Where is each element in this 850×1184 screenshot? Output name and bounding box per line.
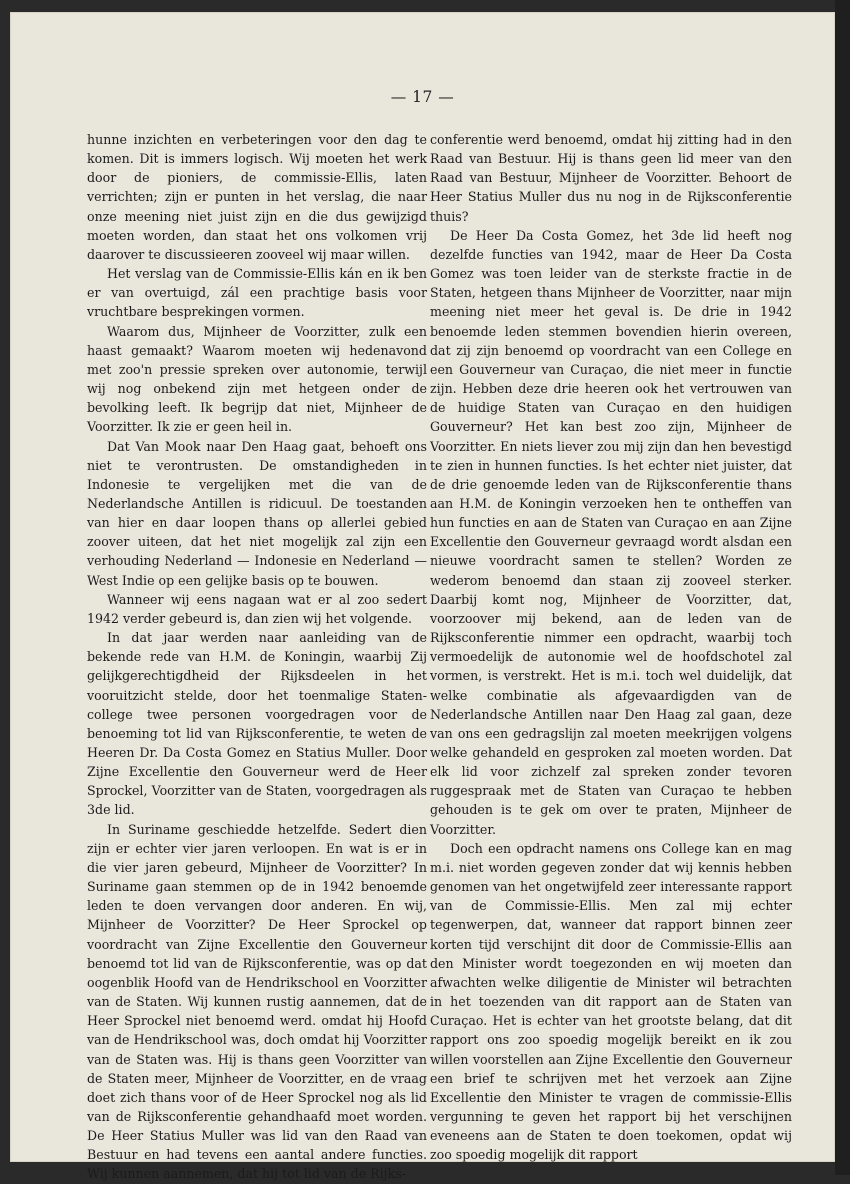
paragraph: In Suriname geschiedde hetzelfde. Sedert dien zijn er echter vier jaren verloopen. En wat is er in die vier jaren gebeurd, Mijnheer de Voorzitter? In Suriname gaan stemmen op de in 1942 benoemde leden te doen vervangen door anderen. En wij, Mijnheer de Voorzitter? De Heer Sprockel op voordracht van Zijne Excellentie den Gouverneur benoemd tot lid van de Rijksconferentie, was op dat oogenblik Hoofd van de Hendrikschool en Voorzitter van de Staten. Wij kunnen rustig aannemen, dat de Heer Sprockel niet benoemd werd. omdat hij Hoofd van de Hendrikschool was, doch omdat hij Voorzitter van de Staten was. Hij is thans geen Voorzitter van de Staten meer, Mijnheer de Voorzitter, en de vraag doet zich thans voor of de Heer Sprockel nog als lid van de Rijksconferentie gehandhaafd moet worden. De Heer Statius Muller was lid van den Raad van Bestuur en had tevens een aantal andere functies. Wij kunnen aannemen, dat hij tot lid van de Rijks- — [87, 821, 427, 1182]
right-column — [430, 130, 792, 1164]
scan-edge — [835, 0, 850, 1175]
left-column — [87, 130, 427, 1184]
paragraph: Het verslag van de Commissie-Ellis kán en ik ben er van overtuigd, zál een prachtige basis voor vruchtbare besprekingen vormen. — [87, 266, 427, 320]
document-page — [10, 12, 835, 1182]
paragraph: In dat jaar werden naar aanleiding van de bekende rede van H.M. de Koningin, waarbij Zij gelijkgerechtigdheid der Rijksdeelen in het vooruitzicht stelde, door het toenmalige Staten-college twee personen voorgedragen voor de benoeming tot lid van Rijksconferentie, te weten de Heeren Dr. Da Costa Gomez en Statius Muller. Door Zijne Excellentie den Gouverneur werd de Heer Sprockel, Voorzitter van de Staten, voorgedragen als 3de lid. — [87, 630, 427, 818]
paragraph: Dat Van Mook naar Den Haag gaat, behoeft ons niet te verontrusten. De omstandigheden in Indonesie te vergelijken met die van de Nederlandsche Antillen is ridicuul. De toestanden van hier en daar loopen thans op allerlei gebied zoover uiteen, dat het niet mogelijk zal zijn een verhouding Nederland — Indonesie en Nederland — West Indie op een gelijke basis op te bouwen. — [87, 438, 427, 588]
paragraph: hunne inzichten en verbeteringen voor den dag te komen. Dit is immers logisch. Wij moeten het werk door de pioniers, de commissie-Ellis, laten verrichten; zijn er punten in het verslag, die naar onze meening niet juist zijn en die dus gewijzigd moeten worden, dan staat het ons volkomen vrij daarover te discussieeren zooveel wij maar willen. — [87, 132, 427, 262]
paragraph: De Heer Da Costa Gomez, het 3de lid heeft nog dezelfde functies van 1942, maar de Heer Da Costa Gomez was toen leider van de sterkste fractie in de Staten, hetgeen thans Mijnheer de Voorzitter, naar mijn meening niet meer het geval is. De drie in 1942 benoemde leden stemmen bovendien hierin overeen, dat zij zijn benoemd op voordracht van een College en een Gouverneur van Curaçao, die niet meer in functie zijn. Hebben deze drie heeren ook het vertrouwen van de huidige Staten van Curaçao en den huidigen Gouverneur? Het kan best zoo zijn, Mijnheer de Voorzitter. En niets liever zou mij zijn dan hen bevestigd te zien in hunnen functies. Is het echter niet juister, dat de drie genoemde leden van de Rijksconferentie thans aan H.M. de Koningin verzoeken hen te ontheffen van hun functies en aan de Staten van Curaçao en aan Zijne Excellentie den Gouverneur gevraagd wordt alsdan een nieuwe voordracht samen te stellen? Worden ze wederom benoemd dan staan zij zooveel sterker. Daarbij komt nog, Mijnheer de Voorzitter, dat, voorzoover mij bekend, aan de leden van de Rijksconferentie nimmer een opdracht, waarbij toch vermoedelijk de autonomie wel de hoofdschotel zal vormen, is verstrekt. Het is m.i. toch wel duidelijk, dat welke combinatie als afgevaardigden van de Nederlandsche Antillen naar Den Haag zal gaan, deze van ons een gedragslijn zal moeten meekrijgen volgens welke gehandeld en gesproken zal moeten worden. Dat elk lid voor zichzelf zal spreken zonder tevoren ruggespraak met de Staten van Curaçao te hebben gehouden is te gek om over te praten, Mijnheer de Voorzitter. — [430, 227, 792, 837]
paragraph: Wanneer wij eens nagaan wat er al zoo sedert 1942 verder gebeurd is, dan zien wij het volgende. — [87, 591, 427, 626]
page-number: — 17 — — [390, 88, 455, 106]
paragraph: Waarom dus, Mijnheer de Voorzitter, zulk een haast gemaakt? Waarom moeten wij hedenavond met zoo'n pressie spreken over autonomie, terwijl wij nog onbekend zijn met hetgeen onder de bevolking leeft. Ik begrijp dat niet, Mijnheer de Voorzitter. Ik zie er geen heil in. — [87, 323, 427, 435]
paragraph: Doch een opdracht namens ons College kan en mag m.i. niet worden gegeven zonder dat wij kennis hebben genomen van het ongetwijfeld zeer interessante rapport van de Commissie-Ellis. Men zal mij echter tegenwerpen, dat, wanneer dat rapport binnen zeer korten tijd verschijnt dit door de Commissie-Ellis aan den Minister wordt toegezonden en wij moeten dan afwachten welke diligentie de Minister wil betrachten in het toezenden van dit rapport aan de Staten van Curaçao. Het is echter van het grootste belang, dat dit rapport ons zoo spoedig mogelijk bereikt en ik zou willen voorstellen aan Zijne Excellentie den Gouverneur een brief te schrijven met het verzoek aan Zijne Excellentie den Minister te vragen de commissie-Ellis vergunning te geven het rapport bij het verschijnen eveneens aan de Staten te doen toekomen, opdat wij zoo spoedig mogelijk dit rapport — [430, 840, 792, 1163]
paragraph: conferentie werd benoemd, omdat hij zitting had in den Raad van Bestuur. Hij is thans geen lid meer van den Raad van Bestuur, Mijnheer de Voorzitter. Behoort de Heer Statius Muller dus nu nog in de Rijksconferentie thuis? — [430, 132, 792, 224]
